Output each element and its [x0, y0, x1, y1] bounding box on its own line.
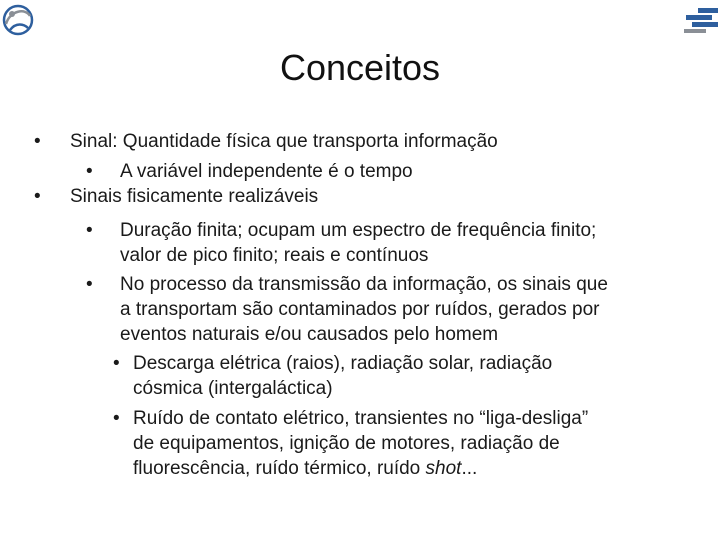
bullet-item-finite-duration-line: Duração finita; ocupam um espectro de frequência finito;: [120, 220, 597, 241]
shot-noise-term: shot: [425, 458, 462, 479]
slide-title: Conceitos: [279, 47, 441, 88]
bullet-item-lightning-line: Descarga elétrica (raios), radiação solar, radiação: [133, 353, 553, 374]
bullet-item-finite-duration-line: valor de pico finito; reais e contínuos: [120, 245, 429, 266]
bullet-item-noise-line: de equipamentos, ignição de motores, radiação de: [133, 433, 560, 454]
bullet-item-lightning-line: cósmica (intergaláctica): [133, 378, 333, 399]
bullet-item-signal: Sinal: Quantidade física que transporta informação: [70, 131, 498, 152]
bullet-item-transmission-line: eventos naturais e/ou causados pelo homem: [120, 324, 499, 345]
bullet-marker: •: [113, 353, 120, 374]
stacked-bars-logo-icon: [684, 6, 718, 34]
bullet-item-realizable-signals: Sinais fisicamente realizáveis: [70, 186, 319, 207]
bullet-item-transmission-line: a transportam são contaminados por ruídos, gerados por: [120, 299, 600, 320]
bullet-item-noise-line: [133, 456, 477, 482]
bullet-marker: •: [34, 186, 41, 207]
institution-logo-icon: [0, 2, 36, 38]
ellipsis: ...: [461, 458, 478, 479]
bullet-item-transmission-line: No processo da transmissão da informação, os sinais que: [120, 274, 608, 295]
bullet-marker: •: [113, 408, 120, 429]
bullet-item-independent-variable: A variável independente é o tempo: [120, 161, 413, 182]
bullet-marker: •: [34, 131, 41, 152]
bullet-item-noise-line: Ruído de contato elétrico, transientes no “liga-desliga”: [133, 408, 589, 429]
bullet-marker: •: [86, 220, 93, 241]
bullet-marker: •: [86, 274, 93, 295]
bullet-marker: •: [86, 161, 93, 182]
noise-line-text: fluorescência, ruído térmico, ruído: [133, 458, 426, 479]
